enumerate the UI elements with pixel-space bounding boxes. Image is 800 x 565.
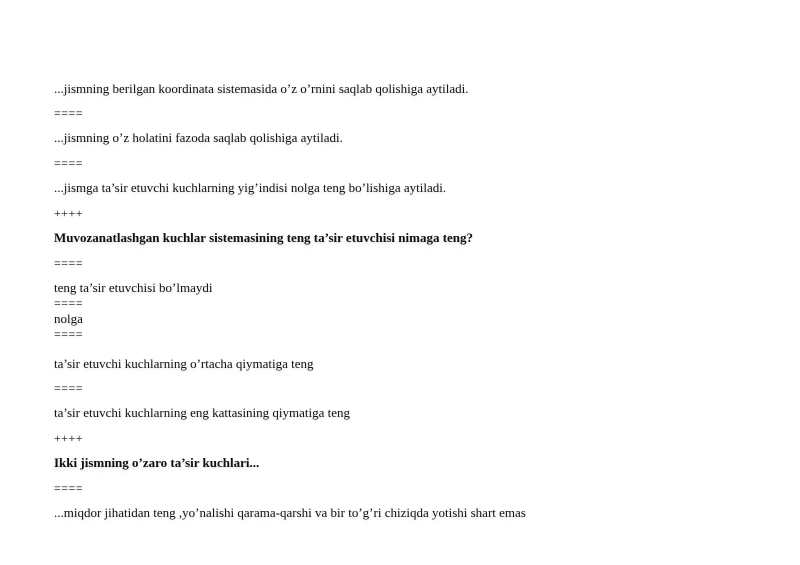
answer-option-line: ...jismga ta’sir etuvchi kuchlarning yig’indisi nolga teng bo’lishiga aytiladi. xyxy=(54,180,447,195)
separator-equals: ==== xyxy=(54,256,84,270)
separator-equals: ==== xyxy=(54,156,84,170)
separator-plus: ++++ xyxy=(54,431,84,445)
answer-option-line: ...jismning o’z holatini fazoda saqlab qolishiga aytiladi. xyxy=(54,130,343,145)
separator-equals: ==== xyxy=(54,381,84,395)
separator-equals: ==== xyxy=(54,106,84,120)
separator-equals: ==== xyxy=(54,481,84,495)
answer-option-line: ta’sir etuvchi kuchlarning o’rtacha qiymatiga teng xyxy=(54,356,314,371)
separator-equals: ==== xyxy=(54,327,84,341)
answer-option-line: ta’sir etuvchi kuchlarning eng kattasining qiymatiga teng xyxy=(54,405,351,420)
question-heading: Muvozanatlashgan kuchlar sistemasining teng ta’sir etuvchisi nimaga teng? xyxy=(54,230,474,245)
answer-option-line: nolga xyxy=(54,311,83,326)
answer-option-line: ...jismning berilgan koordinata sistemasida o’z o’rnini saqlab qolishiga aytiladi. xyxy=(54,81,469,96)
separator-plus: ++++ xyxy=(54,206,84,220)
answer-option-line: teng ta’sir etuvchisi bo’lmaydi xyxy=(54,280,213,295)
separator-equals: ==== xyxy=(54,296,84,310)
question-heading: Ikki jismning o’zaro ta’sir kuchlari... xyxy=(54,455,260,470)
answer-option-line: ...miqdor jihatidan teng ,yo’nalishi qarama-qarshi va bir to’g’ri chiziqda yotishi shart emas xyxy=(54,505,526,520)
